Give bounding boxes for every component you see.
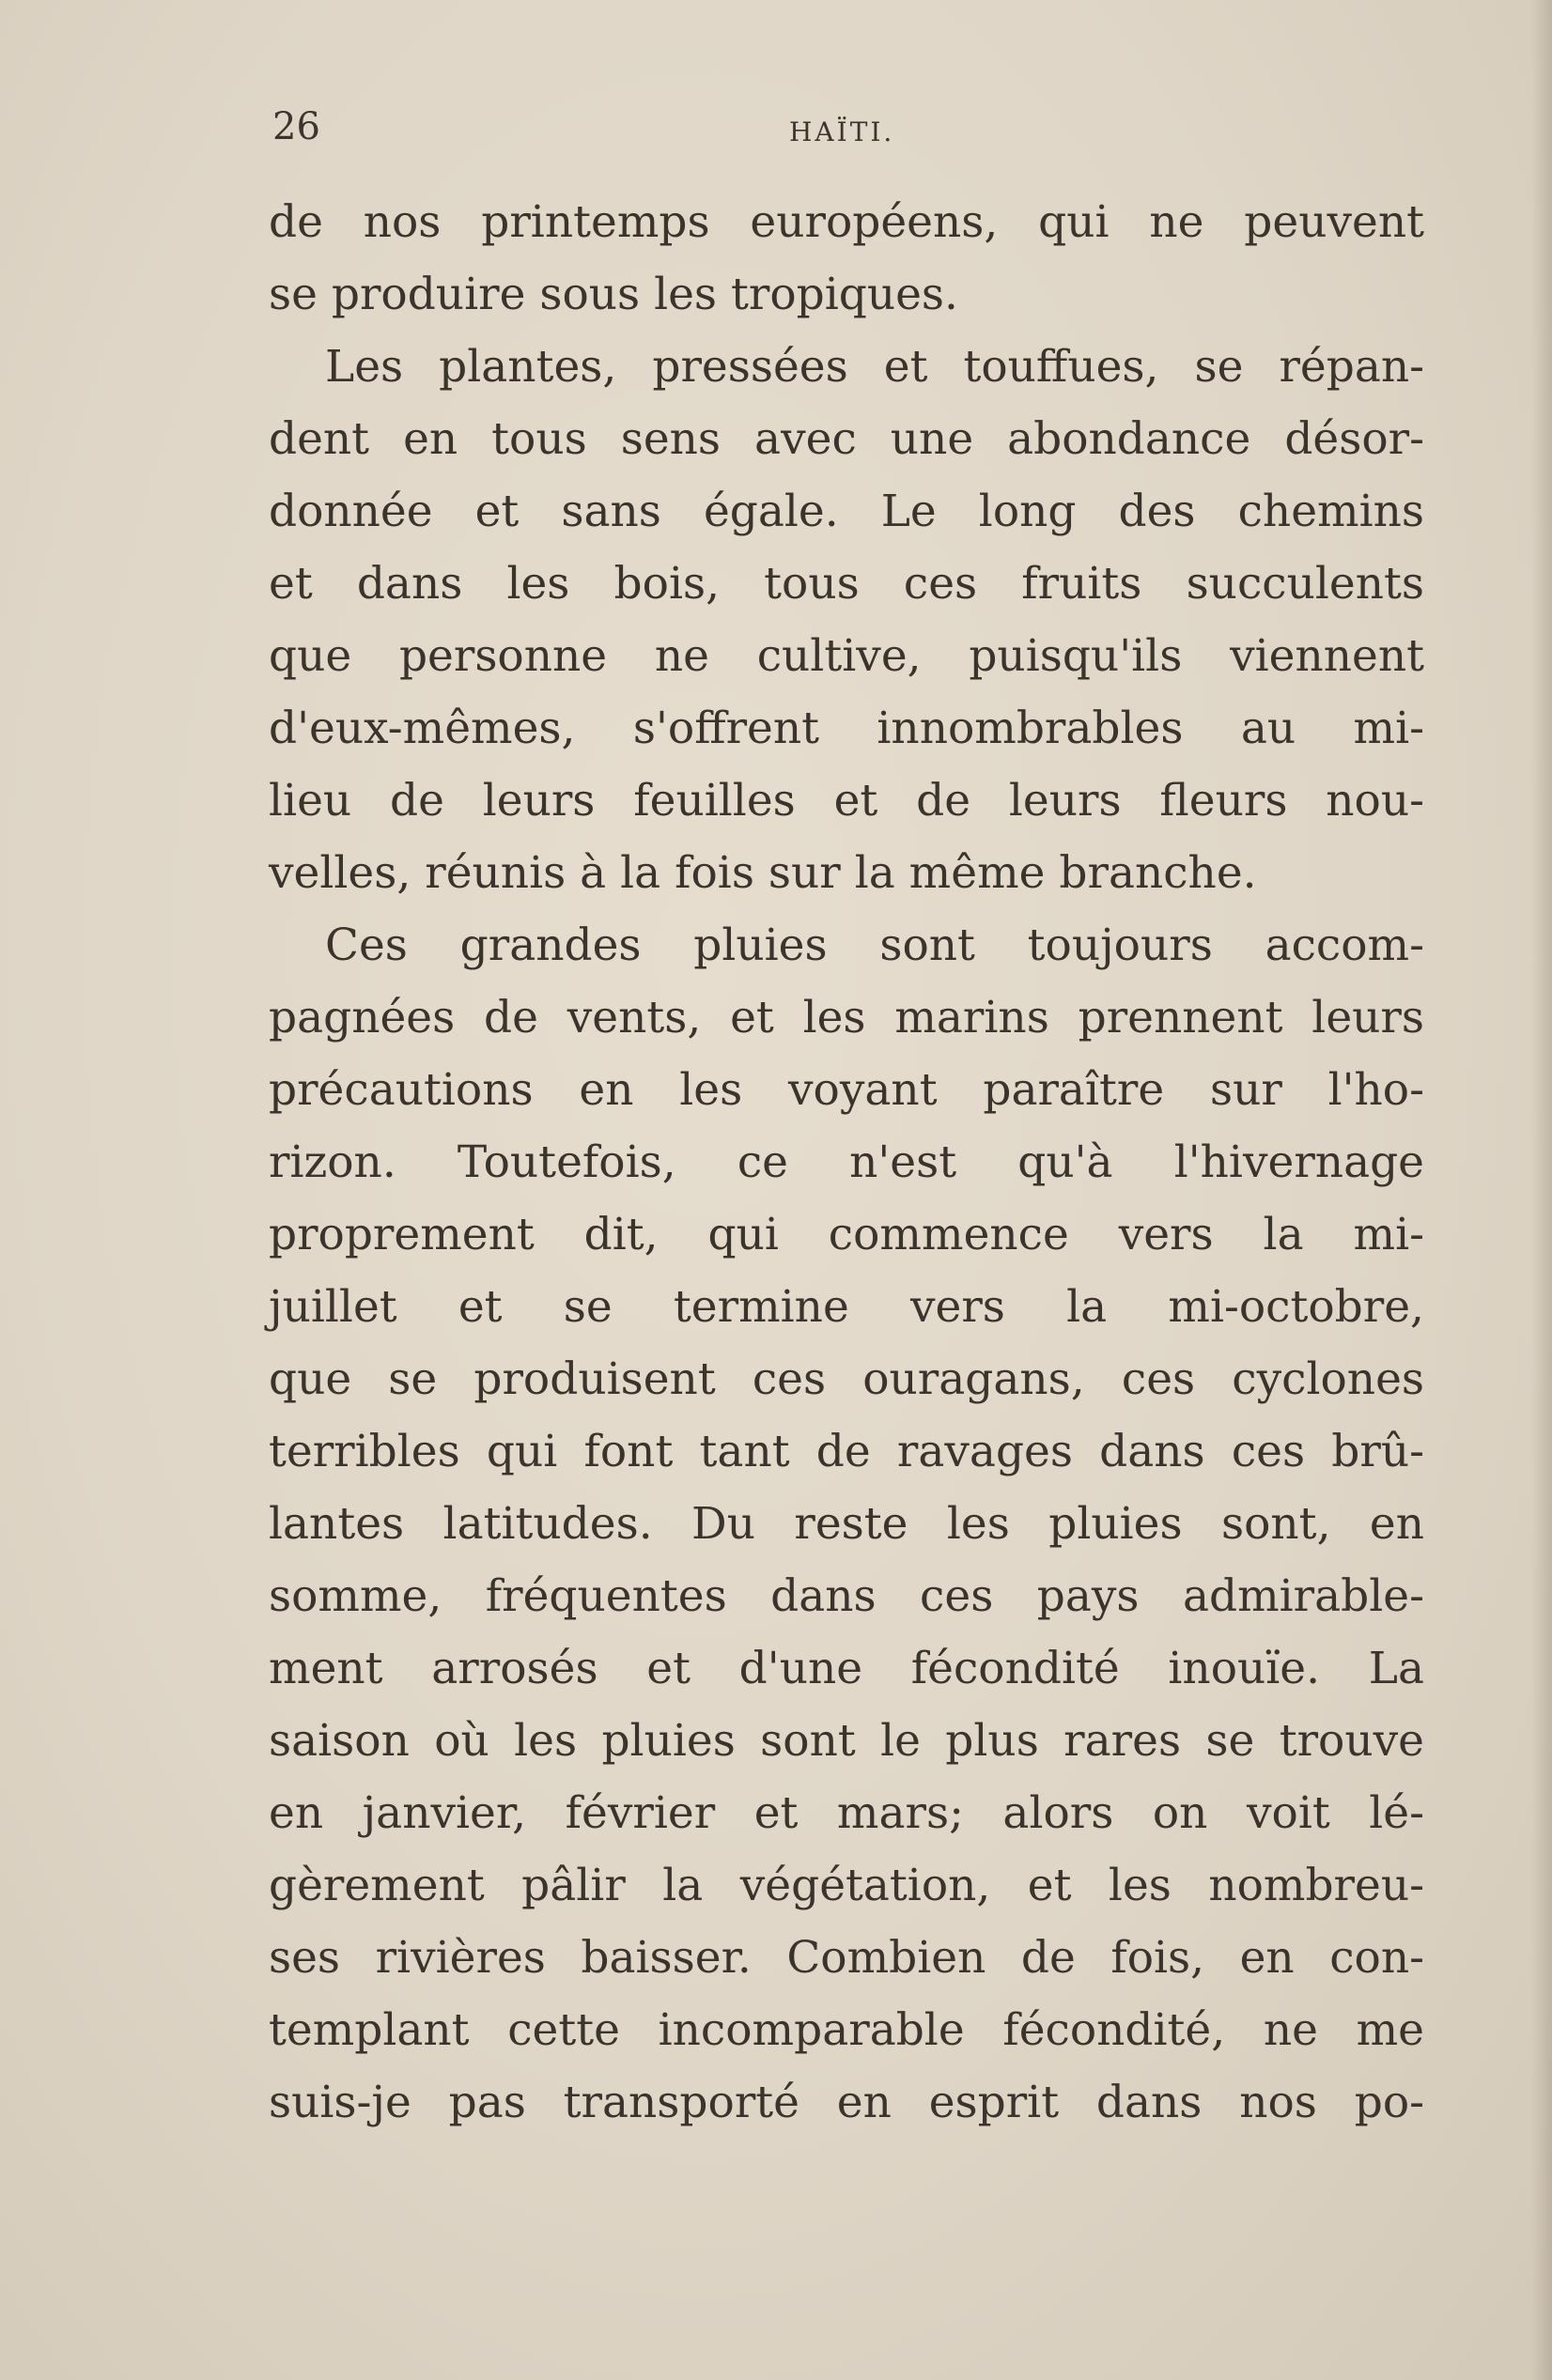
text-line: gèrement pâlir la végétation, et les nombreu- — [269, 1860, 1424, 1911]
page-edge-shadow — [1531, 0, 1552, 2380]
running-head: HAÏTI. — [789, 116, 895, 147]
text-line: donnée et sans égale. Le long des chemins — [269, 486, 1424, 537]
text-line: que personne ne cultive, puisqu'ils viennent — [269, 630, 1424, 682]
text-line: pagnées de vents, et les marins prennent leurs — [269, 992, 1424, 1043]
text-line: rizon. Toutefois, ce n'est qu'à l'hivernage — [269, 1136, 1424, 1188]
text-line: proprement dit, qui commence vers la mi- — [269, 1209, 1424, 1260]
text-line: en janvier, février et mars; alors on voit lé- — [269, 1787, 1424, 1839]
text-line: terribles qui font tant de ravages dans ces brû- — [269, 1426, 1424, 1477]
text-line: ment arrosés et d'une fécondité inouïe. La — [269, 1643, 1424, 1694]
text-line: templant cette incomparable fécondité, ne me — [269, 2004, 1424, 2056]
text-line: dent en tous sens avec une abondance désor- — [269, 413, 1424, 465]
text-line: et dans les bois, tous ces fruits succulents — [269, 558, 1424, 610]
text-line: suis-je pas transporté en esprit dans nos po- — [269, 2077, 1424, 2128]
text-line: se produire sous les tropiques. — [269, 269, 958, 320]
page-number: 26 — [272, 105, 320, 148]
text-line: précautions en les voyant paraître sur l'ho- — [269, 1064, 1424, 1116]
text-line: Les plantes, pressées et touffues, se répan- — [325, 341, 1424, 393]
text-line: somme, fréquentes dans ces pays admirable- — [269, 1570, 1424, 1622]
text-line: Ces grandes pluies sont toujours accom- — [325, 920, 1424, 971]
text-line: juillet et se termine vers la mi-octobre, — [269, 1281, 1424, 1333]
page-header — [272, 105, 1428, 162]
text-line: saison où les pluies sont le plus rares se trouve — [269, 1715, 1424, 1767]
text-line: lantes latitudes. Du reste les pluies sont, en — [269, 1498, 1424, 1550]
text-line: velles, réunis à la fois sur la même branche. — [269, 847, 1257, 899]
body-text — [269, 186, 1424, 2139]
text-line: ses rivières baisser. Combien de fois, en con- — [269, 1932, 1424, 1984]
text-line: de nos printemps européens, qui ne peuvent — [269, 196, 1424, 248]
text-line: d'eux-mêmes, s'offrent innombrables au mi- — [269, 703, 1424, 754]
text-line: que se produisent ces ouragans, ces cyclones — [269, 1353, 1424, 1405]
text-line: lieu de leurs feuilles et de leurs fleurs nou- — [269, 775, 1424, 827]
